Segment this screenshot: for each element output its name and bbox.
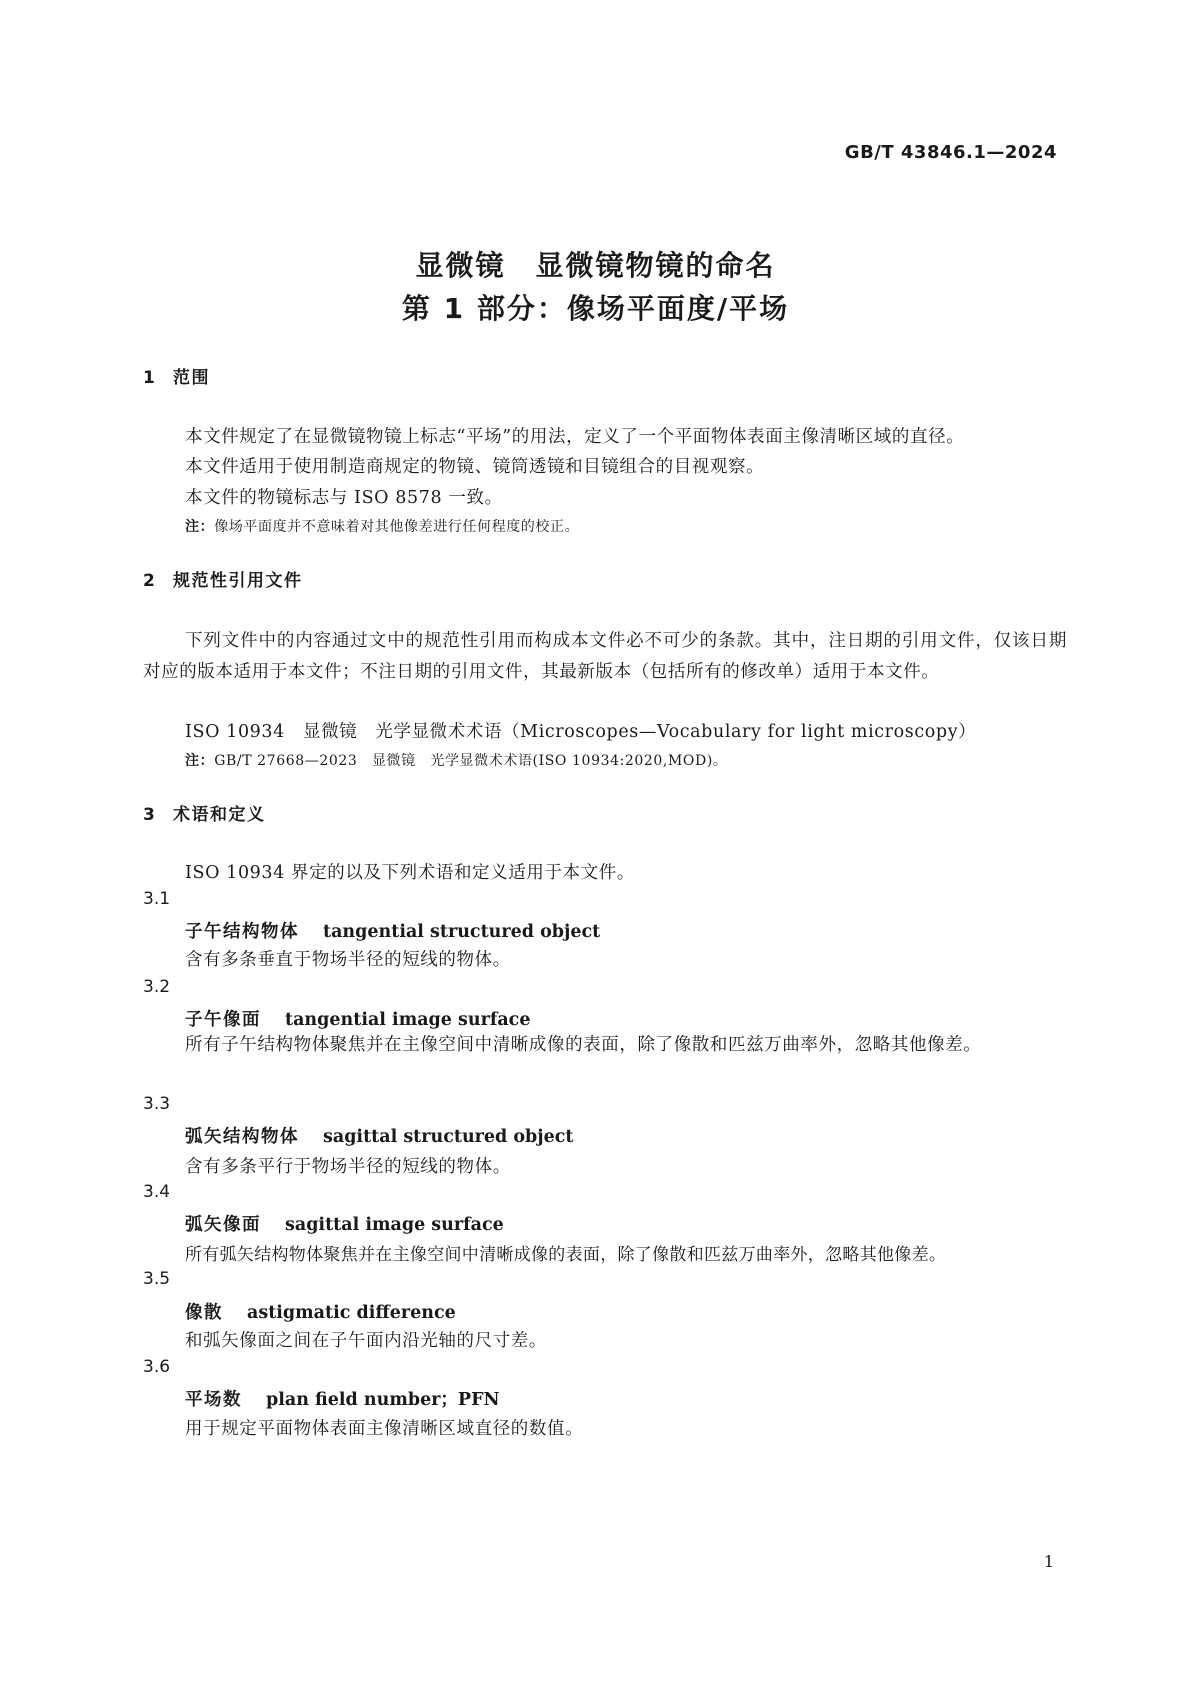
term-chinese: 弧矢像面 bbox=[185, 1215, 261, 1235]
term-chinese: 像散 bbox=[185, 1303, 223, 1323]
term-english: tangential structured object bbox=[323, 922, 601, 942]
note-text: GB/T 27668—2023 显微镜 光学显微术术语(ISO 10934:2020,MOD)。 bbox=[214, 753, 728, 769]
term-chinese: 子午结构物体 bbox=[185, 922, 299, 942]
scope-paragraph-3: 本文件的物镜标志与 ISO 8578 一致。 bbox=[185, 488, 503, 508]
scope-note bbox=[185, 516, 579, 536]
standard-code: GB/T 43846.1—2024 bbox=[844, 142, 1057, 163]
note-label: 注： bbox=[185, 753, 215, 769]
term-heading bbox=[185, 918, 600, 943]
document-title-line-2: 第 1 部分：像场平面度/平场 bbox=[401, 292, 790, 325]
section-title: 范围 bbox=[173, 368, 210, 388]
section-number: 1 bbox=[143, 368, 157, 388]
terms-intro: ISO 10934 界定的以及下列术语和定义适用于本文件。 bbox=[185, 863, 635, 883]
term-number: 3.4 bbox=[143, 1182, 171, 1202]
term-definition: 所有子午结构物体聚焦并在主像空间中清晰成像的表面，除了像散和匹兹万曲率外，忽略其他像差。 bbox=[185, 1035, 982, 1055]
term-definition: 和弧矢像面之间在子午面内沿光轴的尺寸差。 bbox=[185, 1331, 547, 1351]
term-number: 3.6 bbox=[143, 1357, 171, 1377]
term-english: astigmatic difference bbox=[247, 1303, 456, 1323]
normative-note bbox=[185, 750, 728, 770]
term-definition: 用于规定平面物体表面主像清晰区域直径的数值。 bbox=[185, 1419, 584, 1439]
normative-paragraph: 下列文件中的内容通过文中的规范性引用而构成本文件必不可少的条款。其中，注日期的引用文件，仅该日期对应的版本适用于本文件；不注日期的引用文件，其最新版本（包括所有的修改单）适用于本文件。 bbox=[143, 631, 1067, 682]
term-chinese: 子午像面 bbox=[185, 1010, 261, 1030]
normative-reference: ISO 10934 显微镜 光学显微术术语（Microscopes—Vocabulary for light microscopy） bbox=[185, 722, 977, 742]
scope-paragraph-2: 本文件适用于使用制造商规定的物镜、镜筒透镜和目镜组合的目视观察。 bbox=[185, 457, 765, 477]
section-number: 2 bbox=[143, 571, 157, 591]
section-3-heading bbox=[143, 800, 266, 825]
term-definition: 含有多条垂直于物场半径的短线的物体。 bbox=[185, 950, 511, 970]
term-heading bbox=[185, 1006, 530, 1031]
term-chinese: 平场数 bbox=[185, 1390, 242, 1410]
term-chinese: 弧矢结构物体 bbox=[185, 1127, 299, 1147]
term-number: 3.3 bbox=[143, 1094, 171, 1114]
term-english: plan field number；PFN bbox=[266, 1390, 500, 1410]
term-english: tangential image surface bbox=[285, 1010, 531, 1030]
note-label: 注： bbox=[185, 519, 215, 535]
section-title: 规范性引用文件 bbox=[173, 571, 303, 591]
term-heading bbox=[185, 1299, 456, 1324]
term-english: sagittal structured object bbox=[323, 1127, 574, 1147]
term-definition: 所有弧矢结构物体聚焦并在主像空间中清晰成像的表面，除了像散和匹兹万曲率外，忽略其他像差。 bbox=[185, 1245, 947, 1265]
term-number: 3.2 bbox=[143, 977, 171, 997]
term-heading bbox=[185, 1123, 573, 1148]
term-heading bbox=[185, 1211, 504, 1236]
term-definition: 含有多条平行于物场半径的短线的物体。 bbox=[185, 1157, 511, 1177]
note-text: 像场平面度并不意味着对其他像差进行任何程度的校正。 bbox=[214, 519, 580, 535]
term-number: 3.1 bbox=[143, 889, 171, 909]
page-number: 1 bbox=[1043, 1552, 1054, 1571]
section-2-heading bbox=[143, 566, 303, 591]
section-title: 术语和定义 bbox=[173, 805, 266, 825]
section-1-heading bbox=[143, 363, 210, 388]
term-number: 3.5 bbox=[143, 1269, 171, 1289]
scope-paragraph-1: 本文件规定了在显微镜物镜上标志“平场”的用法，定义了一个平面物体表面主像清晰区域的直径。 bbox=[185, 427, 965, 447]
section-number: 3 bbox=[143, 805, 157, 825]
term-heading bbox=[185, 1386, 500, 1411]
document-title-line-1: 显微镜 显微镜物镜的命名 bbox=[415, 249, 776, 282]
term-english: sagittal image surface bbox=[285, 1215, 504, 1235]
